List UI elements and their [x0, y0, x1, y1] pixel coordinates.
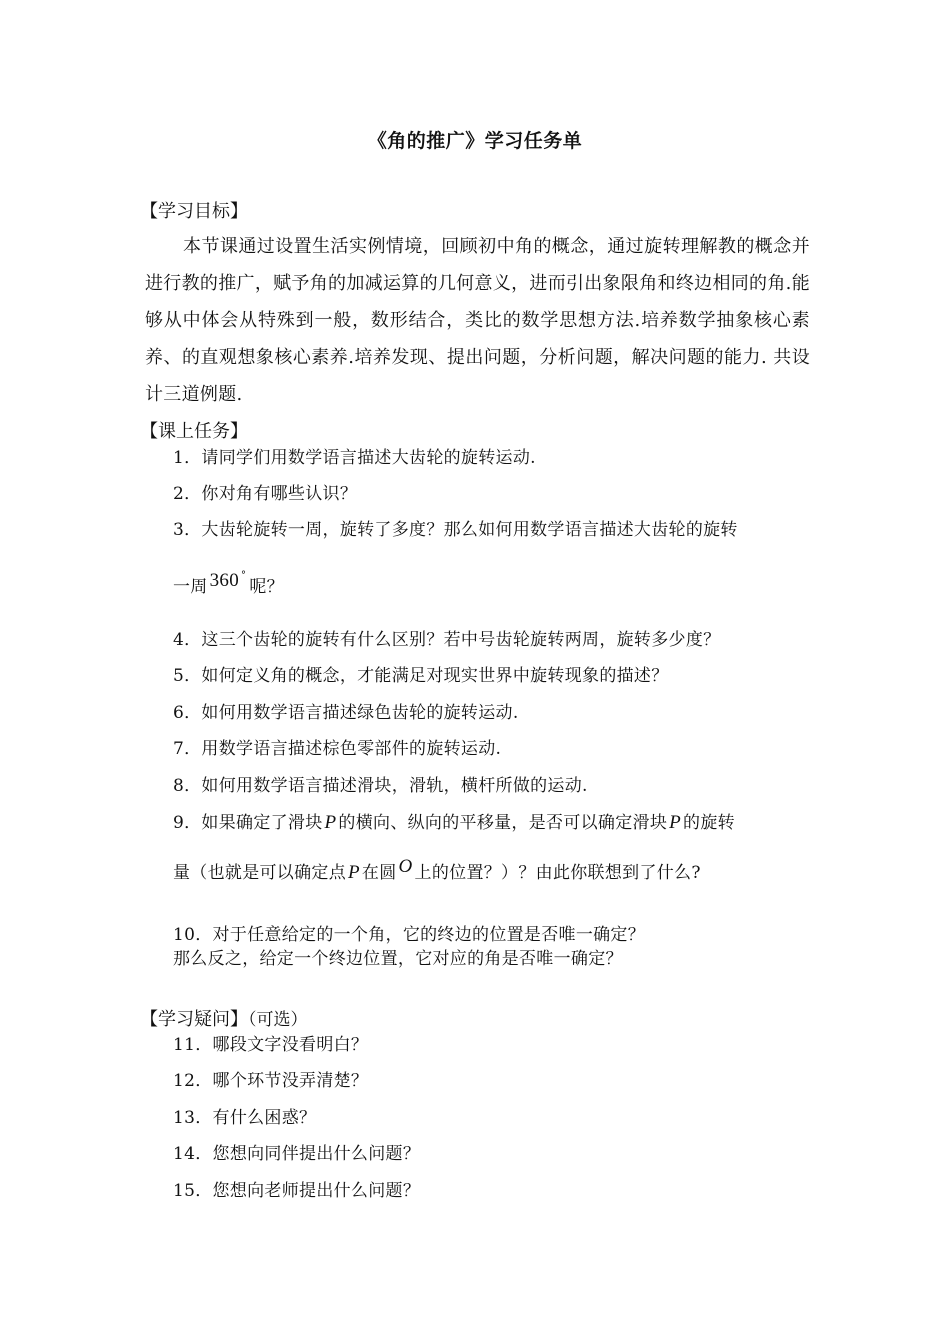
question-item-12: 12．哪个环节没弄清楚？: [173, 1071, 369, 1091]
task-item-9-line-1: [173, 811, 735, 835]
goals-paragraph: 本节课通过设置生活实例情境，回顾初中角的概念，通过旋转理解教的概念并进行教的推广，赋予角的加减运算的几何意义，进而引出象限角和终边相同的角.能够从中体会从特殊到一般，数形结合，类比的数学思想方法.培养数学抽象核心素养、的直观想象核心素养.培养发现、提出问题，分析问题，解决问题的能力. 共设计三道例题.: [145, 236, 810, 405]
section-heading-questions: [140, 1008, 308, 1032]
variable-o: O: [398, 856, 413, 877]
task-item-9-text-a: 9．如果确定了滑块: [173, 813, 323, 833]
task-item-3-line-2: [173, 570, 284, 602]
section-heading-goals: 【学习目标】: [140, 201, 248, 222]
task-item-1: 1．请同学们用数学语言描述大齿轮的旋转运动.: [173, 448, 536, 468]
task-item-7: 7．用数学语言描述棕色零部件的旋转运动.: [173, 739, 502, 759]
questions-optional-note: （可选）: [248, 1010, 308, 1030]
task-item-8: 8．如何用数学语言描述滑块，滑轨，横杆所做的运动.: [173, 776, 588, 796]
task-item-9-text-c: 的旋转: [683, 813, 735, 833]
variable-p: P: [669, 812, 682, 833]
task-item-3-text-a: 一周: [173, 577, 208, 597]
degree-symbol: °: [241, 570, 247, 581]
page-title: 《角的推广》学习任务单: [367, 130, 583, 152]
task-item-6: 6．如何用数学语言描述绿色齿轮的旋转运动.: [173, 703, 519, 723]
task-item-9-text-d: 量（也就是可以确定点: [173, 863, 346, 883]
variable-p: P: [348, 862, 360, 883]
task-item-9-text-b: 的横向、纵向的平移量，是否可以确定滑块: [338, 813, 668, 833]
task-item-9-text-f: 上的位置？）？由此你联想到了什么?: [414, 863, 701, 883]
task-item-4: 4．这三个齿轮的旋转有什么区别？若中号齿轮旋转两周，旋转多少度？: [173, 630, 721, 650]
section-heading-tasks: 【课上任务】: [140, 421, 248, 442]
questions-heading-label: 【学习疑问】: [140, 1009, 248, 1030]
question-item-15: 15．您想向老师提出什么问题？: [173, 1181, 421, 1201]
angle-360: 360: [209, 570, 240, 591]
task-item-10-line-2: 那么反之，给定一个终边位置，它对应的角是否唯一确定？: [173, 949, 623, 969]
task-item-3-line-1: 3．大齿轮旋转一周，旋转了多度？那么如何用数学语言描述大齿轮的旋转: [173, 520, 738, 540]
task-item-9-line-2: [173, 856, 701, 885]
task-item-9-text-e: 在圆: [361, 863, 397, 883]
question-item-13: 13．有什么困惑？: [173, 1108, 317, 1128]
question-item-11: 11．哪段文字没看明白？: [173, 1035, 369, 1055]
task-item-10-line-1: 10．对于任意给定的一个角，它的终边的位置是否唯一确定？: [173, 925, 646, 945]
task-item-2: 2．你对角有哪些认识？: [173, 484, 358, 504]
variable-p: P: [324, 812, 337, 833]
task-item-3-text-b: 呢？: [249, 577, 284, 597]
question-item-14: 14．您想向同伴提出什么问题？: [173, 1144, 421, 1164]
task-item-5: 5．如何定义角的概念，才能满足对现实世界中旋转现象的描述？: [173, 666, 669, 686]
